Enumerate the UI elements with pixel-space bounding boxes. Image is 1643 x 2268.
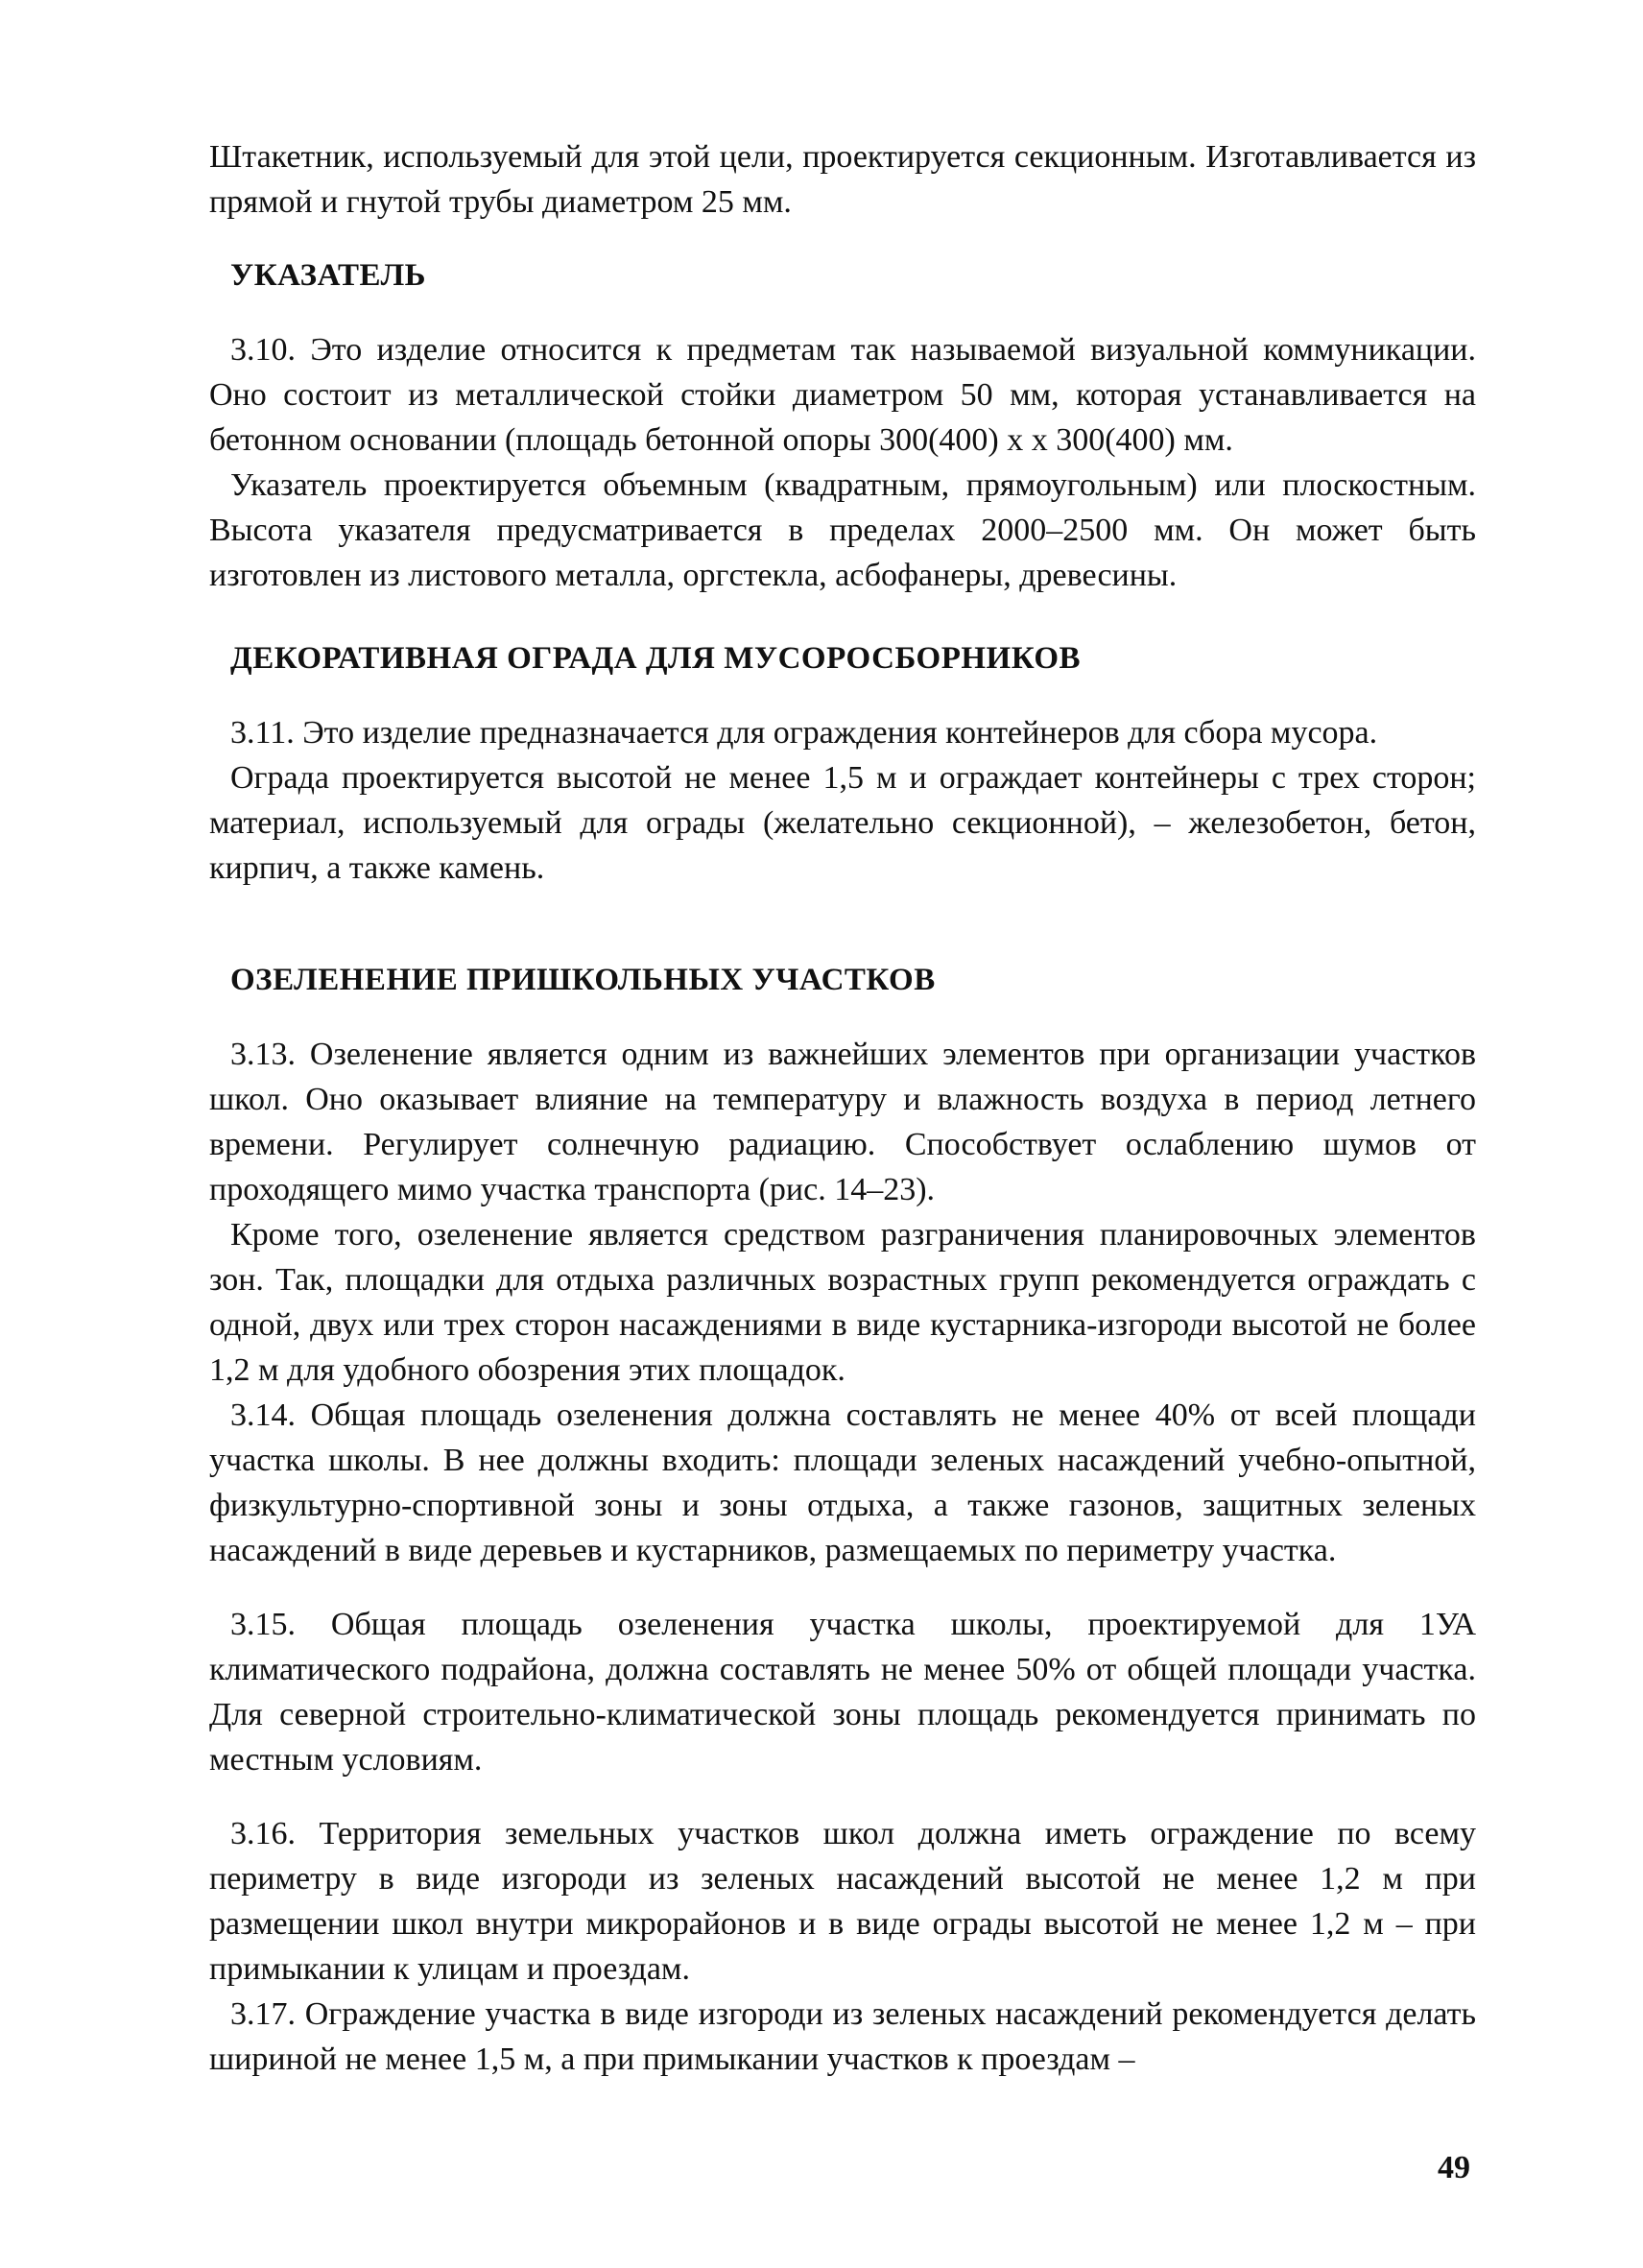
heading-ukazatel: УКАЗАТЕЛЬ [230, 258, 426, 293]
paragraph-3-13: 3.13. Озеленение является одним из важнейших элементов при организации участков школ. Оно оказывает влияние на температуру и влажность воздуха в период летнего времени. Регулирует солнечную радиацию. Способствует ослаблению шумов от проходящего мимо участка транспорта (рис. 14–23). [209, 1037, 1476, 1207]
paragraph-3-11b: Ограда проектируется высотой не менее 1,5 м и ограждает контейнеры с трех сторон; материал, используемый для ограды (желательно секционной), – железобетон, бетон, кирпич, а также камень. [209, 760, 1476, 886]
page-number: 49 [1438, 2150, 1470, 2185]
paragraph-3-15: 3.15. Общая площадь озеленения участка школы, проектируемой для 1УА климатического подрайона, должна составлять не менее 50% от общей площади участка. Для северной строительно-климатической зоны площадь рекомендуется принимать по местным условиям. [209, 1607, 1476, 1778]
paragraph-3-10b: Указатель проектируется объемным (квадратным, прямоугольным) или плоскостным. Высота указателя предусматривается в пределах 2000–2500 мм. Он может быть изготовлен из листового металла, оргстекла, асбофанеры, древесины. [209, 467, 1476, 593]
paragraph-intro: Штакетник, используемый для этой цели, проектируется секционным. Изготавливается из прямой и гнутой трубы диаметром 25 мм. [209, 139, 1476, 220]
heading-ograda: ДЕКОРАТИВНАЯ ОГРАДА ДЛЯ МУСОРОСБОРНИКОВ [230, 641, 1081, 676]
paragraph-3-13b: Кроме того, озеленение является средством разграничения планировочных элементов зон. Так, площадки для отдыха различных возрастных групп рекомендуется ограждать с одной, двух или трех сторон насаждениями в виде кустарника-изгороди высотой не более 1,2 м для удобного обозрения этих площадок. [209, 1217, 1476, 1388]
paragraph-3-16: 3.16. Территория земельных участков школ должна иметь ограждение по всему периметру в виде изгороди из зеленых насаждений высотой не менее 1,2 м при размещении школ внутри микрорайонов и в виде ограды высотой не менее 1,2 м – при примыкании к улицам и проездам. [209, 1816, 1476, 1987]
document-body [209, 134, 1476, 2082]
paragraph-3-10: 3.10. Это изделие относится к предметам так называемой визуальной коммуникации. Оно состоит из металлической стойки диаметром 50 мм, которая устанавливается на бетонном основании (площадь бетонной опоры 300(400) х х 300(400) мм. [209, 332, 1476, 458]
paragraph-3-17: 3.17. Ограждение участка в виде изгороди из зеленых насаждений рекомендуется делать шириной не менее 1,5 м, а при примыкании участков к проездам – [209, 1996, 1476, 2077]
heading-ozelenenie: ОЗЕЛЕНЕНИЕ ПРИШКОЛЬНЫХ УЧАСТКОВ [230, 963, 936, 997]
paragraph-3-14: 3.14. Общая площадь озеленения должна составлять не менее 40% от всей площади участка школы. В нее должны входить: площади зеленых насаждений учебно-опытной, физкультурно-спортивной зоны и зоны отдыха, а также газонов, защитных зеленых насаждений в виде деревьев и кустарников, размещаемых по периметру участка. [209, 1397, 1476, 1568]
paragraph-3-11: 3.11. Это изделие предназначается для ограждения контейнеров для сбора мусора. [230, 715, 1378, 751]
